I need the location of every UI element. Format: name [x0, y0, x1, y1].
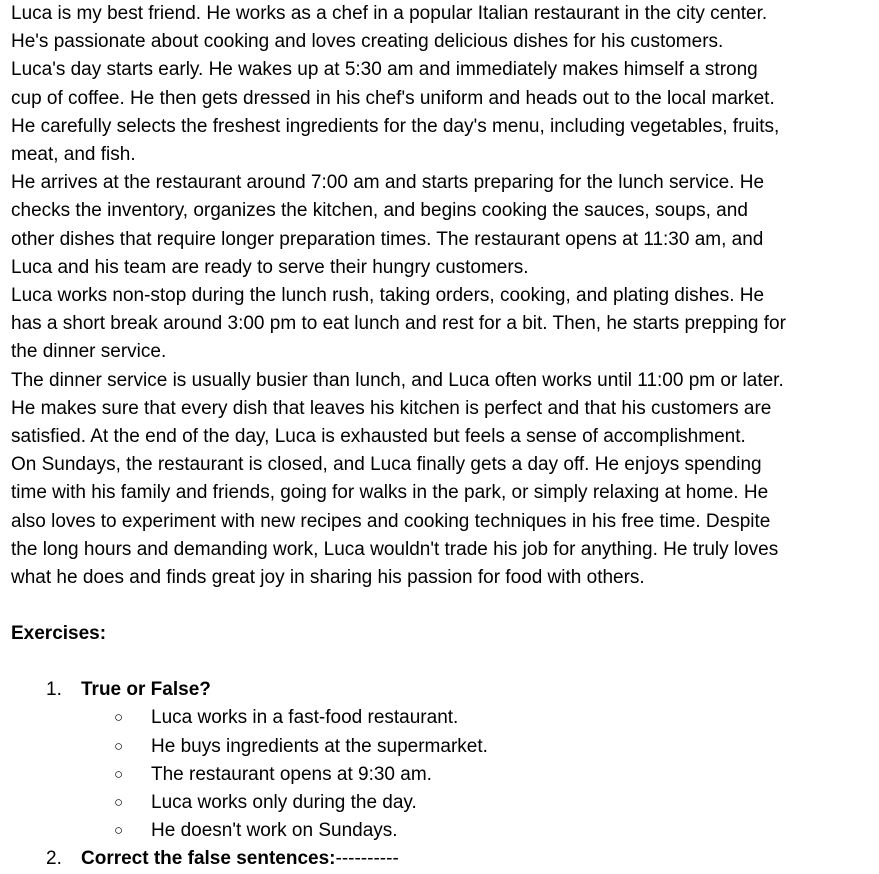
story-line: the dinner service. [11, 341, 167, 363]
blank-line [11, 592, 879, 620]
story-line: He arrives at the restaurant around 7:00 am and starts preparing for the lunch service. He [11, 172, 765, 194]
statement-text: Luca works in a fast-food restaurant. [151, 707, 459, 729]
circle-bullet-icon: ○ [114, 822, 124, 840]
story-line: On Sundays, the restaurant is closed, and Luca finally gets a day off. He enjoys spending [11, 454, 762, 476]
story-text [11, 0, 879, 592]
story-line: He carefully selects the freshest ingredients for the day's menu, including vegetables, fruits, [11, 115, 780, 137]
circle-bullet-icon: ○ [114, 794, 124, 812]
circle-bullet-icon: ○ [114, 765, 124, 783]
story-line: also loves to experiment with new recipes and cooking techniques in his free time. Despite [11, 510, 771, 532]
exercise-number: 1. [46, 679, 62, 701]
story-line: The dinner service is usually busier than lunch, and Luca often works until 11:00 pm or later. [11, 369, 784, 391]
story-line: time with his family and friends, going for walks in the park, or simply relaxing at home. He [11, 482, 769, 504]
statement-item [81, 761, 879, 789]
story-line: other dishes that require longer preparation times. The restaurant opens at 11:30 am, and [11, 228, 764, 250]
statement-text: He doesn't work on Sundays. [151, 820, 398, 842]
blank-line [11, 648, 879, 676]
exercise-title: True or False? [81, 679, 211, 701]
exercise-item-true-false [11, 676, 879, 845]
story-line: Luca's day starts early. He wakes up at 5:30 am and immediately makes himself a strong [11, 59, 758, 81]
story-line: Luca is my best friend. He works as a chef in a popular Italian restaurant in the city center. [11, 3, 768, 24]
story-line: the long hours and demanding work, Luca wouldn't trade his job for anything. He truly loves [11, 538, 779, 560]
story-line: He makes sure that every dish that leaves his kitchen is perfect and that his customers are [11, 397, 772, 419]
exercises-heading: Exercises: [11, 623, 107, 645]
statement-item [81, 817, 879, 845]
story-line: satisfied. At the end of the day, Luca is exhausted but feels a sense of accomplishment. [11, 426, 746, 448]
statement-text: He buys ingredients at the supermarket. [151, 735, 488, 757]
statement-text: The restaurant opens at 9:30 am. [151, 763, 432, 785]
story-line: He's passionate about cooking and loves creating delicious dishes for his customers. [11, 31, 724, 53]
exercise-list [11, 676, 879, 873]
exercise-item-correct [11, 845, 879, 873]
circle-bullet-icon: ○ [114, 737, 124, 755]
statement-item [81, 704, 879, 732]
statement-item [81, 733, 879, 761]
exercise-number: 2. [46, 848, 62, 870]
story-line: checks the inventory, organizes the kitchen, and begins cooking the sauces, soups, and [11, 200, 748, 222]
story-line: Luca works non-stop during the lunch rush, taking orders, cooking, and plating dishes. He [11, 285, 765, 307]
statement-list [81, 704, 879, 845]
story-line: meat, and fish. [11, 144, 136, 166]
circle-bullet-icon: ○ [114, 709, 124, 727]
statement-item [81, 789, 879, 817]
answer-dashes: ---------- [335, 848, 399, 870]
story-line: cup of coffee. He then gets dressed in his chef's uniform and heads out to the local market. [11, 87, 775, 109]
story-line: what he does and finds great joy in sharing his passion for food with others. [11, 567, 645, 589]
story-line: Luca and his team are ready to serve their hungry customers. [11, 256, 529, 278]
exercise-title: Correct the false sentences: [81, 848, 336, 870]
statement-text: Luca works only during the day. [151, 792, 417, 814]
story-line: has a short break around 3:00 pm to eat lunch and rest for a bit. Then, he starts prepping for [11, 313, 786, 335]
